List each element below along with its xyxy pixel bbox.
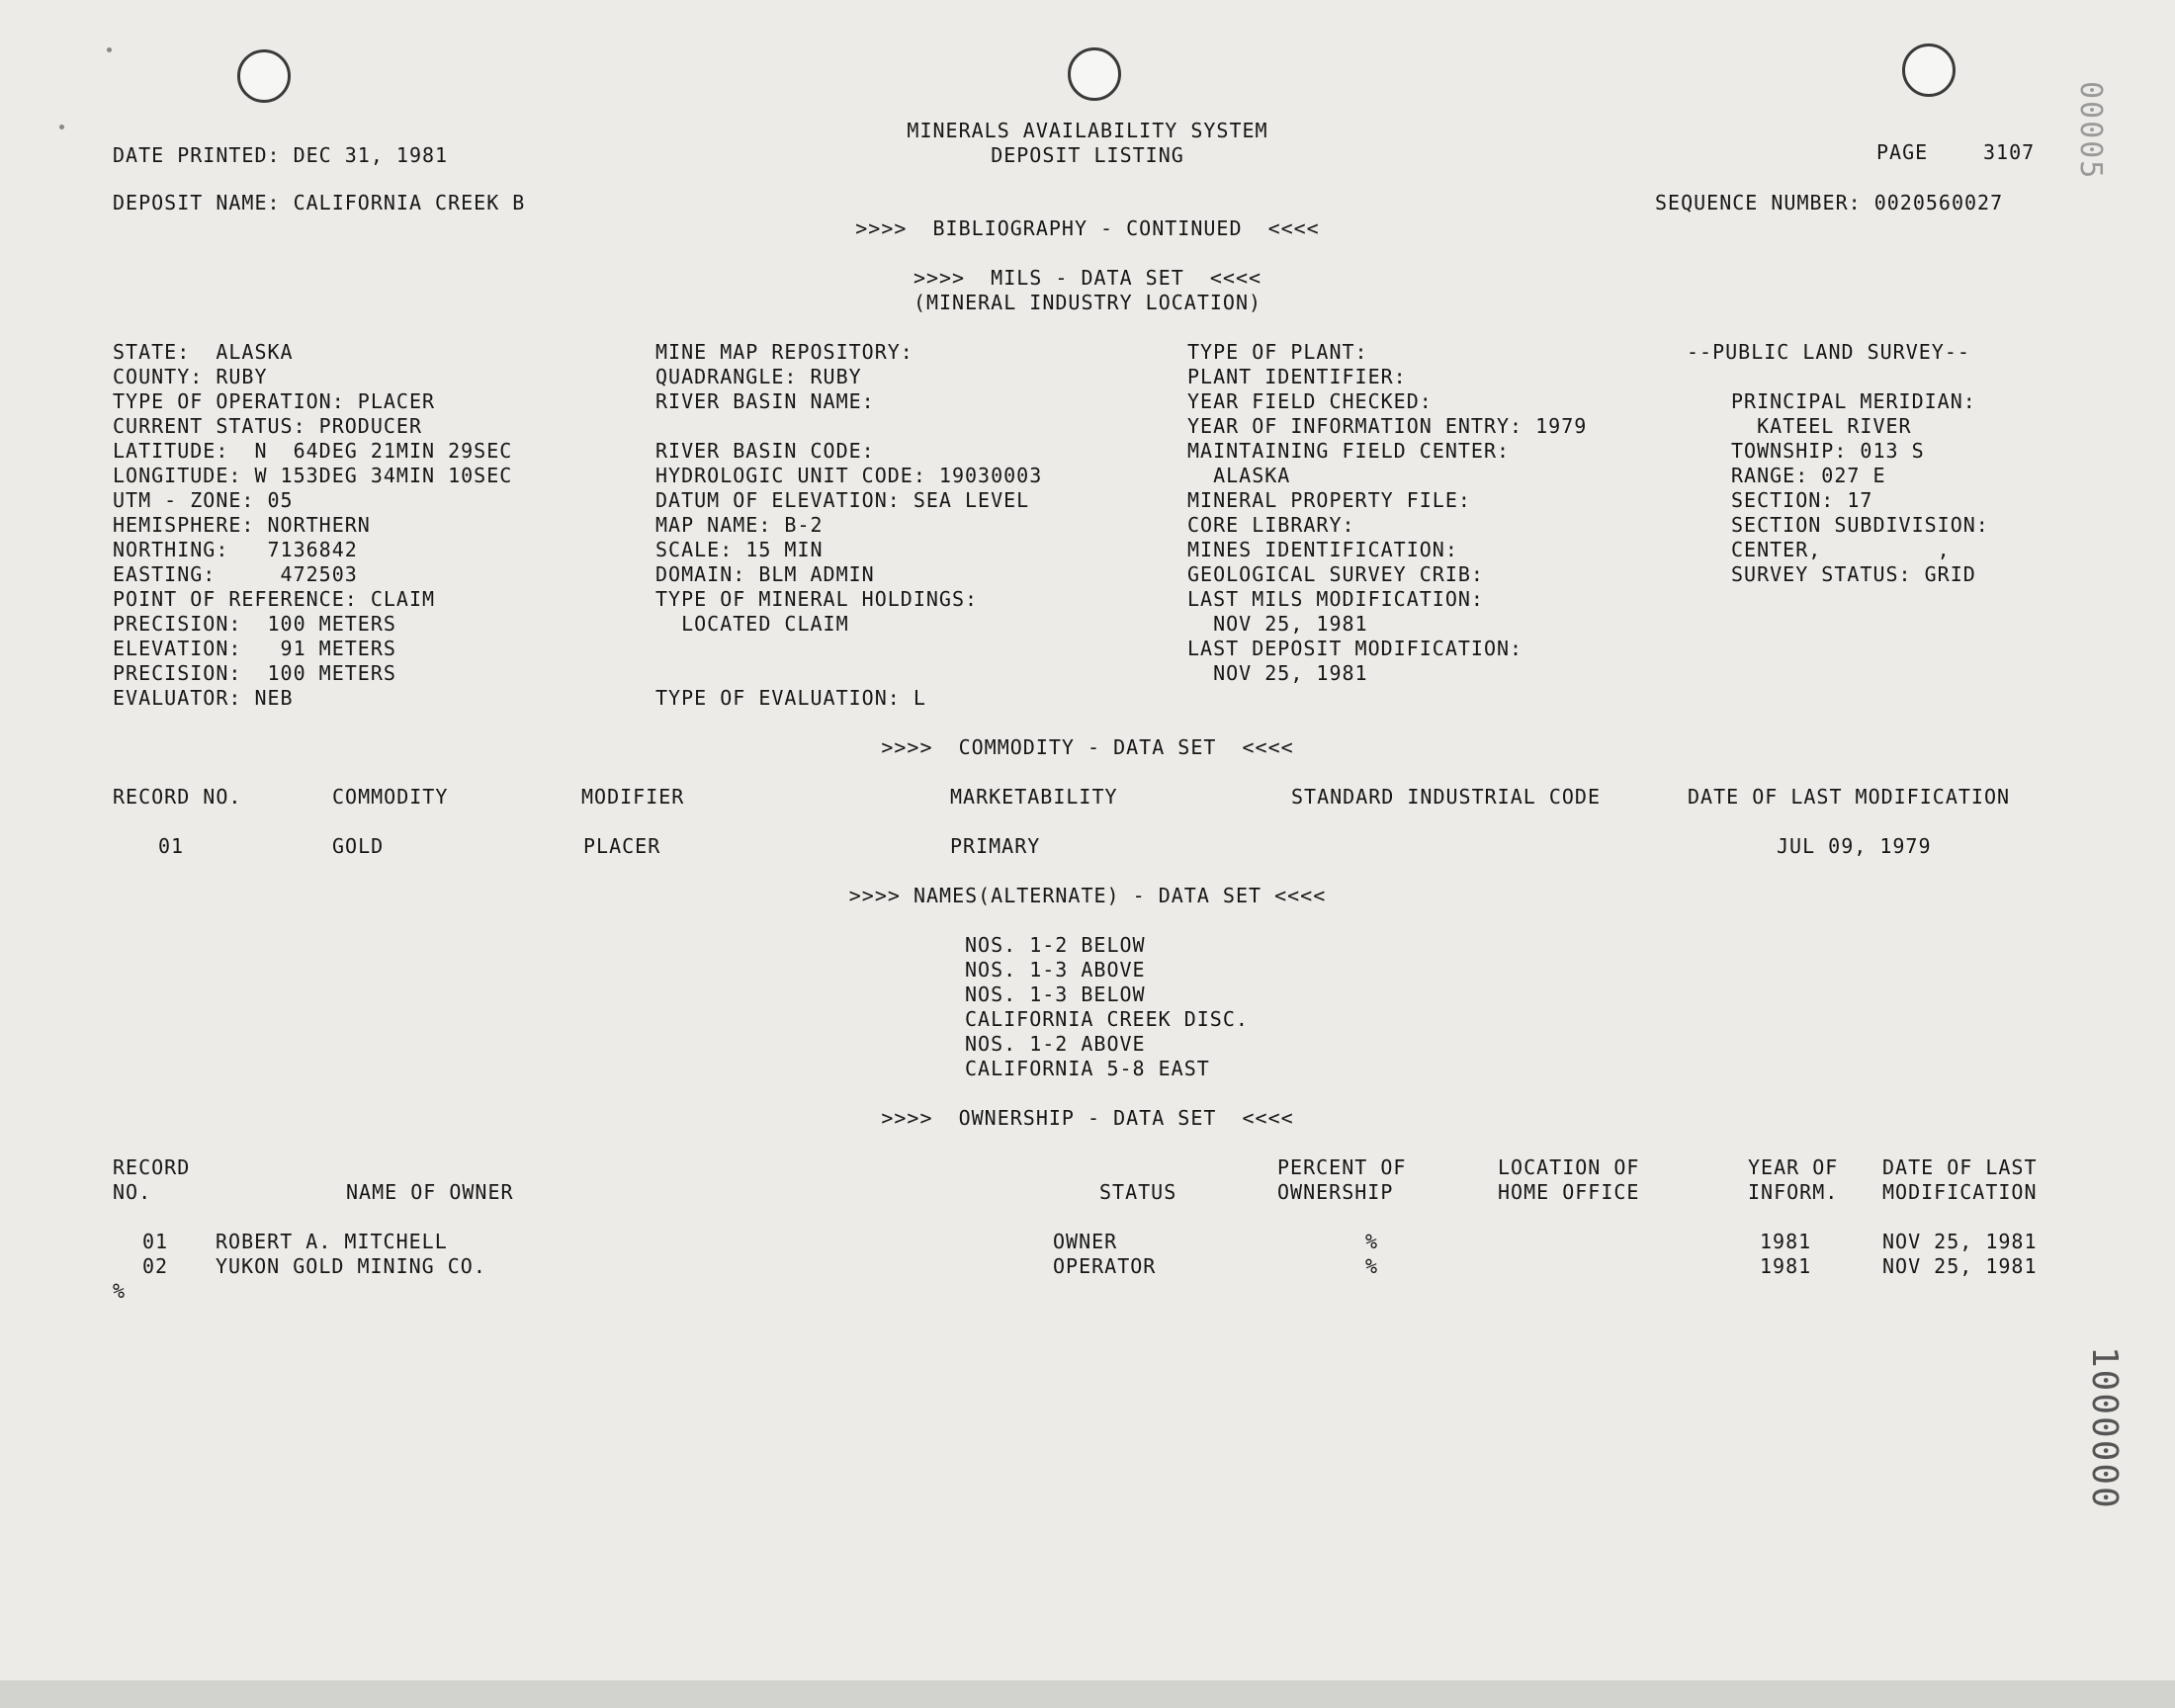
mils-field: EASTING: 472503 xyxy=(113,562,358,586)
mils-field: TYPE OF EVALUATION: L xyxy=(655,686,926,710)
punch-hole-left xyxy=(237,49,291,103)
mils-heading: >>>> MILS - DATA SET <<<< xyxy=(913,266,1262,290)
commodity-header-marketability: MARKETABILITY xyxy=(950,785,1118,809)
commodity-modifier: PLACER xyxy=(583,834,661,858)
mils-field: DOMAIN: BLM ADMIN xyxy=(655,562,875,586)
ownership-header-record: NO. xyxy=(113,1180,152,1204)
mils-field: CORE LIBRARY: xyxy=(1187,513,1355,537)
owner-percent: % xyxy=(1365,1230,1379,1253)
list-item: CALIFORNIA CREEK DISC. xyxy=(965,1007,1249,1031)
mils-field: TYPE OF MINERAL HOLDINGS: xyxy=(655,587,979,611)
owner-name: YUKON GOLD MINING CO. xyxy=(216,1254,486,1278)
margin-stamp-bottom: 1000000 xyxy=(2084,1346,2125,1510)
mils-field: LOCATED CLAIM xyxy=(655,612,849,636)
owner-percent: % xyxy=(1365,1254,1379,1278)
commodity-header-sic: STANDARD INDUSTRIAL CODE xyxy=(1291,785,1601,809)
list-item: NOS. 1-2 ABOVE xyxy=(965,1032,1146,1056)
mils-field: RIVER BASIN NAME: xyxy=(655,389,875,413)
commodity-header-date: DATE OF LAST MODIFICATION xyxy=(1688,785,2011,809)
page-label: PAGE xyxy=(1876,140,1929,164)
mils-field: RANGE: 027 E xyxy=(1731,464,1886,487)
commodity-header-commodity: COMMODITY xyxy=(332,785,449,809)
ownership-record: 01 xyxy=(142,1230,169,1253)
scan-border xyxy=(0,1680,2175,1708)
mils-field: NOV 25, 1981 xyxy=(1187,612,1368,636)
ownership-header-year: YEAR OF xyxy=(1748,1155,1839,1179)
mils-field: PLANT IDENTIFIER: xyxy=(1187,365,1407,388)
deposit-name: DEPOSIT NAME: CALIFORNIA CREEK B xyxy=(113,191,526,214)
mils-field: MINE MAP REPOSITORY: xyxy=(655,340,914,364)
mils-field: PRECISION: 100 METERS xyxy=(113,612,396,636)
punch-hole-center xyxy=(1068,47,1121,101)
ownership-header-name: NAME OF OWNER xyxy=(346,1180,514,1204)
ownership-header-location: LOCATION OF xyxy=(1498,1155,1640,1179)
margin-stamp-top: 00005 xyxy=(2073,81,2108,181)
mils-field: CENTER, , xyxy=(1731,538,1951,561)
mils-field: MAP NAME: B-2 xyxy=(655,513,824,537)
mils-field: TYPE OF OPERATION: PLACER xyxy=(113,389,436,413)
ownership-header-location: HOME OFFICE xyxy=(1498,1180,1640,1204)
mils-field: SCALE: 15 MIN xyxy=(655,538,824,561)
commodity-name: GOLD xyxy=(332,834,385,858)
mils-field: STATE: ALASKA xyxy=(113,340,294,364)
mils-field: ELEVATION: 91 METERS xyxy=(113,637,396,660)
mils-field: NORTHING: 7136842 xyxy=(113,538,358,561)
owner-year: 1981 xyxy=(1760,1254,1812,1278)
mils-field: LAST MILS MODIFICATION: xyxy=(1187,587,1484,611)
bibliography-heading: >>>> BIBLIOGRAPHY - CONTINUED <<<< xyxy=(855,216,1320,240)
page-number: 3107 xyxy=(1983,140,2036,164)
mils-field: YEAR FIELD CHECKED: xyxy=(1187,389,1433,413)
mils-field: CURRENT STATUS: PRODUCER xyxy=(113,414,422,438)
ownership-header-year: INFORM. xyxy=(1748,1180,1839,1204)
mils-field: LATITUDE: N 64DEG 21MIN 29SEC xyxy=(113,439,513,463)
mils-field: MINES IDENTIFICATION: xyxy=(1187,538,1458,561)
owner-name: ROBERT A. MITCHELL xyxy=(216,1230,448,1253)
ownership-header-status: STATUS xyxy=(1099,1180,1177,1204)
ownership-header-record: RECORD xyxy=(113,1155,191,1179)
mils-field: PRINCIPAL MERIDIAN: xyxy=(1731,389,1976,413)
mils-field: YEAR OF INFORMATION ENTRY: 1979 xyxy=(1187,414,1588,438)
commodity-header-modifier: MODIFIER xyxy=(581,785,685,809)
mils-field: DATUM OF ELEVATION: SEA LEVEL xyxy=(655,488,1030,512)
date-printed: DATE PRINTED: DEC 31, 1981 xyxy=(113,143,449,167)
list-item: CALIFORNIA 5-8 EAST xyxy=(965,1057,1210,1080)
commodity-header-record: RECORD NO. xyxy=(113,785,242,809)
mils-field: ALASKA xyxy=(1187,464,1291,487)
mils-field: COUNTY: RUBY xyxy=(113,365,268,388)
mils-field: MAINTAINING FIELD CENTER: xyxy=(1187,439,1511,463)
commodity-date: JUL 09, 1979 xyxy=(1777,834,1932,858)
mils-field: SURVEY STATUS: GRID xyxy=(1731,562,1976,586)
ownership-header-date: DATE OF LAST xyxy=(1882,1155,2038,1179)
ownership-header-date: MODIFICATION xyxy=(1882,1180,2038,1204)
mils-field: SECTION SUBDIVISION: xyxy=(1731,513,1989,537)
list-item: NOS. 1-3 BELOW xyxy=(965,982,1146,1006)
mils-field: POINT OF REFERENCE: CLAIM xyxy=(113,587,436,611)
mils-subheading: (MINERAL INDUSTRY LOCATION) xyxy=(913,291,1262,314)
commodity-heading: >>>> COMMODITY - DATA SET <<<< xyxy=(881,735,1294,759)
mils-field: TOWNSHIP: 013 S xyxy=(1731,439,1925,463)
list-item: NOS. 1-3 ABOVE xyxy=(965,958,1146,982)
mils-field: LAST DEPOSIT MODIFICATION: xyxy=(1187,637,1523,660)
commodity-marketability: PRIMARY xyxy=(950,834,1041,858)
mils-field: HYDROLOGIC UNIT CODE: 19030003 xyxy=(655,464,1043,487)
owner-status: OWNER xyxy=(1053,1230,1118,1253)
owner-date: NOV 25, 1981 xyxy=(1882,1230,2038,1253)
mils-field: RIVER BASIN CODE: xyxy=(655,439,875,463)
mils-field: HEMISPHERE: NORTHERN xyxy=(113,513,371,537)
ownership-header-percent: PERCENT OF xyxy=(1277,1155,1407,1179)
commodity-record: 01 xyxy=(158,834,185,858)
ownership-header-percent: OWNERSHIP xyxy=(1277,1180,1394,1204)
speck xyxy=(59,125,64,129)
speck xyxy=(107,47,112,52)
ownership-heading: >>>> OWNERSHIP - DATA SET <<<< xyxy=(881,1106,1294,1130)
mils-field: KATEEL RIVER xyxy=(1731,414,1912,438)
land-survey-title: --PUBLIC LAND SURVEY-- xyxy=(1687,340,1970,364)
listing-title: DEPOSIT LISTING xyxy=(991,143,1184,167)
mils-field: QUADRANGLE: RUBY xyxy=(655,365,862,388)
sequence-number: SEQUENCE NUMBER: 0020560027 xyxy=(1655,191,2004,214)
system-title: MINERALS AVAILABILITY SYSTEM xyxy=(907,119,1268,142)
end-of-record-mark: % xyxy=(113,1279,127,1303)
punch-hole-right xyxy=(1902,43,1956,97)
mils-field: SECTION: 17 xyxy=(1731,488,1873,512)
mils-field: LONGITUDE: W 153DEG 34MIN 10SEC xyxy=(113,464,513,487)
ownership-record: 02 xyxy=(142,1254,169,1278)
list-item: NOS. 1-2 BELOW xyxy=(965,933,1146,957)
mils-field: NOV 25, 1981 xyxy=(1187,661,1368,685)
owner-status: OPERATOR xyxy=(1053,1254,1157,1278)
owner-year: 1981 xyxy=(1760,1230,1812,1253)
mils-field: GEOLOGICAL SURVEY CRIB: xyxy=(1187,562,1484,586)
mils-field: EVALUATOR: NEB xyxy=(113,686,294,710)
owner-date: NOV 25, 1981 xyxy=(1882,1254,2038,1278)
mils-field: MINERAL PROPERTY FILE: xyxy=(1187,488,1471,512)
mils-field: PRECISION: 100 METERS xyxy=(113,661,396,685)
names-heading: >>>> NAMES(ALTERNATE) - DATA SET <<<< xyxy=(848,884,1327,907)
mils-field: TYPE OF PLANT: xyxy=(1187,340,1368,364)
mils-field: UTM - ZONE: 05 xyxy=(113,488,294,512)
